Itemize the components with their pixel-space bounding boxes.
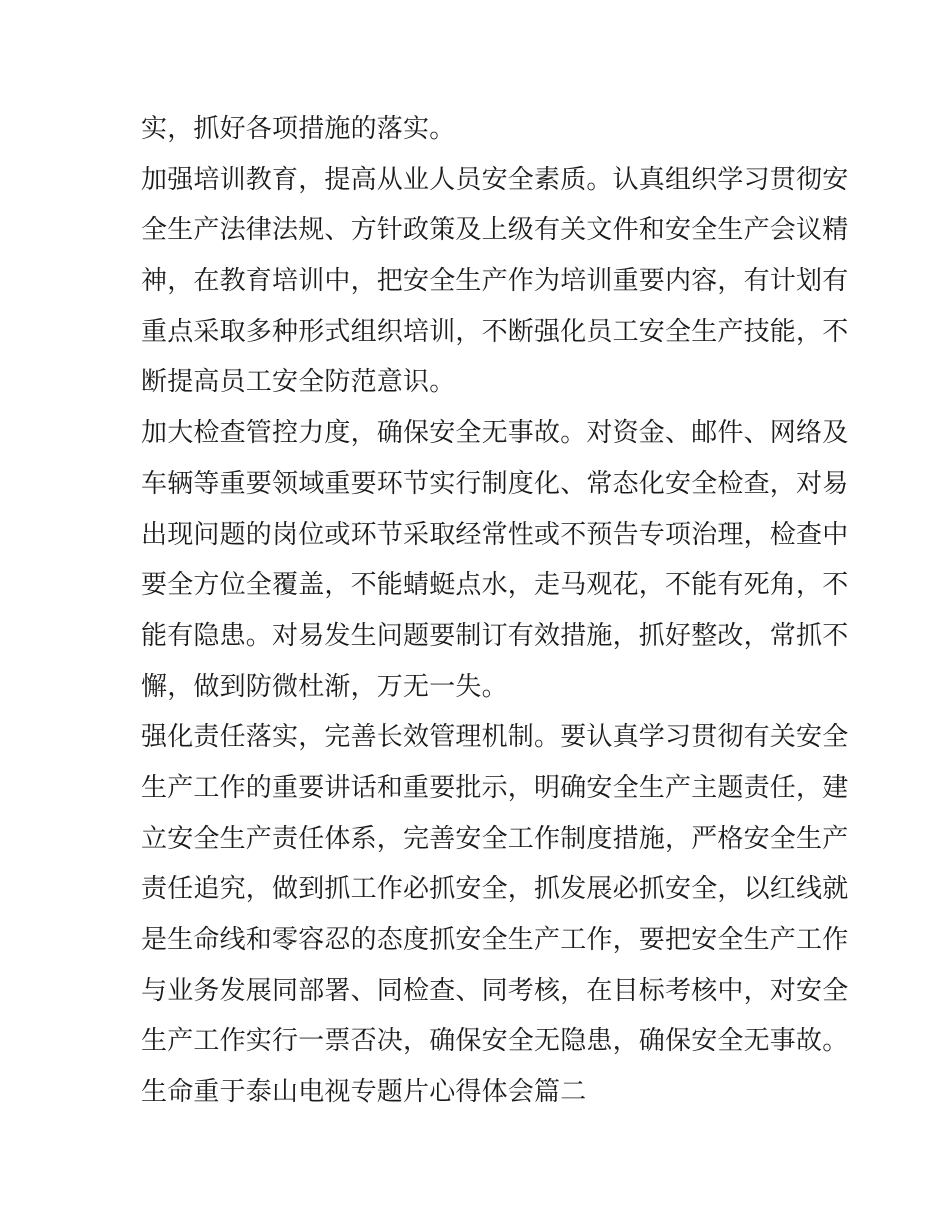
- document-body: [141, 104, 849, 1118]
- text-line: 能有隐患。对易发生问题要制订有效措施，抓好整改，常抓不: [141, 620, 849, 651]
- text-line: 断提高员工安全防范意识。: [141, 367, 456, 398]
- text-line: 懈，做到防微杜渐，万无一失。: [141, 671, 508, 702]
- text-line: 加强培训教育，提高从业人员安全素质。认真组织学习贯彻安: [141, 164, 849, 195]
- text-line: 重点采取多种形式组织培训，不断强化员工安全生产技能，不: [141, 316, 849, 347]
- text-line: 车辆等重要领域重要环节实行制度化、常态化安全检查，对易: [141, 468, 849, 499]
- text-line: 生产工作的重要讲话和重要批示，明确安全生产主题责任，建: [141, 772, 849, 803]
- text-line: 立安全生产责任体系，完善安全工作制度措施，严格安全生产: [141, 823, 849, 854]
- text-line: 责任追究，做到抓工作必抓安全，抓发展必抓安全，以红线就: [141, 874, 849, 905]
- text-line: 全生产法律法规、方针政策及上级有关文件和安全生产会议精: [141, 215, 849, 246]
- text-line: 与业务发展同部署、同检查、同考核，在目标考核中，对安全: [141, 975, 849, 1006]
- text-line: 要全方位全覆盖，不能蜻蜓点水，走马观花，不能有死角，不: [141, 570, 849, 601]
- text-line: 出现问题的岗位或环节采取经常性或不预告专项治理，检查中: [141, 519, 849, 550]
- text-line: 实，抓好各项措施的落实。: [141, 114, 456, 144]
- text-line: 神，在教育培训中，把安全生产作为培训重要内容，有计划有: [141, 266, 849, 297]
- section-heading: 生命重于泰山电视专题片心得体会篇二: [141, 1077, 587, 1108]
- text-line: 加大检查管控力度，确保安全无事故。对资金、邮件、网络及: [141, 418, 849, 449]
- text-line: 是生命线和零容忍的态度抓安全生产工作，要把安全生产工作: [141, 925, 849, 955]
- text-line: 强化责任落实，完善长效管理机制。要认真学习贯彻有关安全: [141, 722, 849, 753]
- text-line: 生产工作实行一票否决，确保安全无隐患，确保安全无事故。: [141, 1026, 849, 1057]
